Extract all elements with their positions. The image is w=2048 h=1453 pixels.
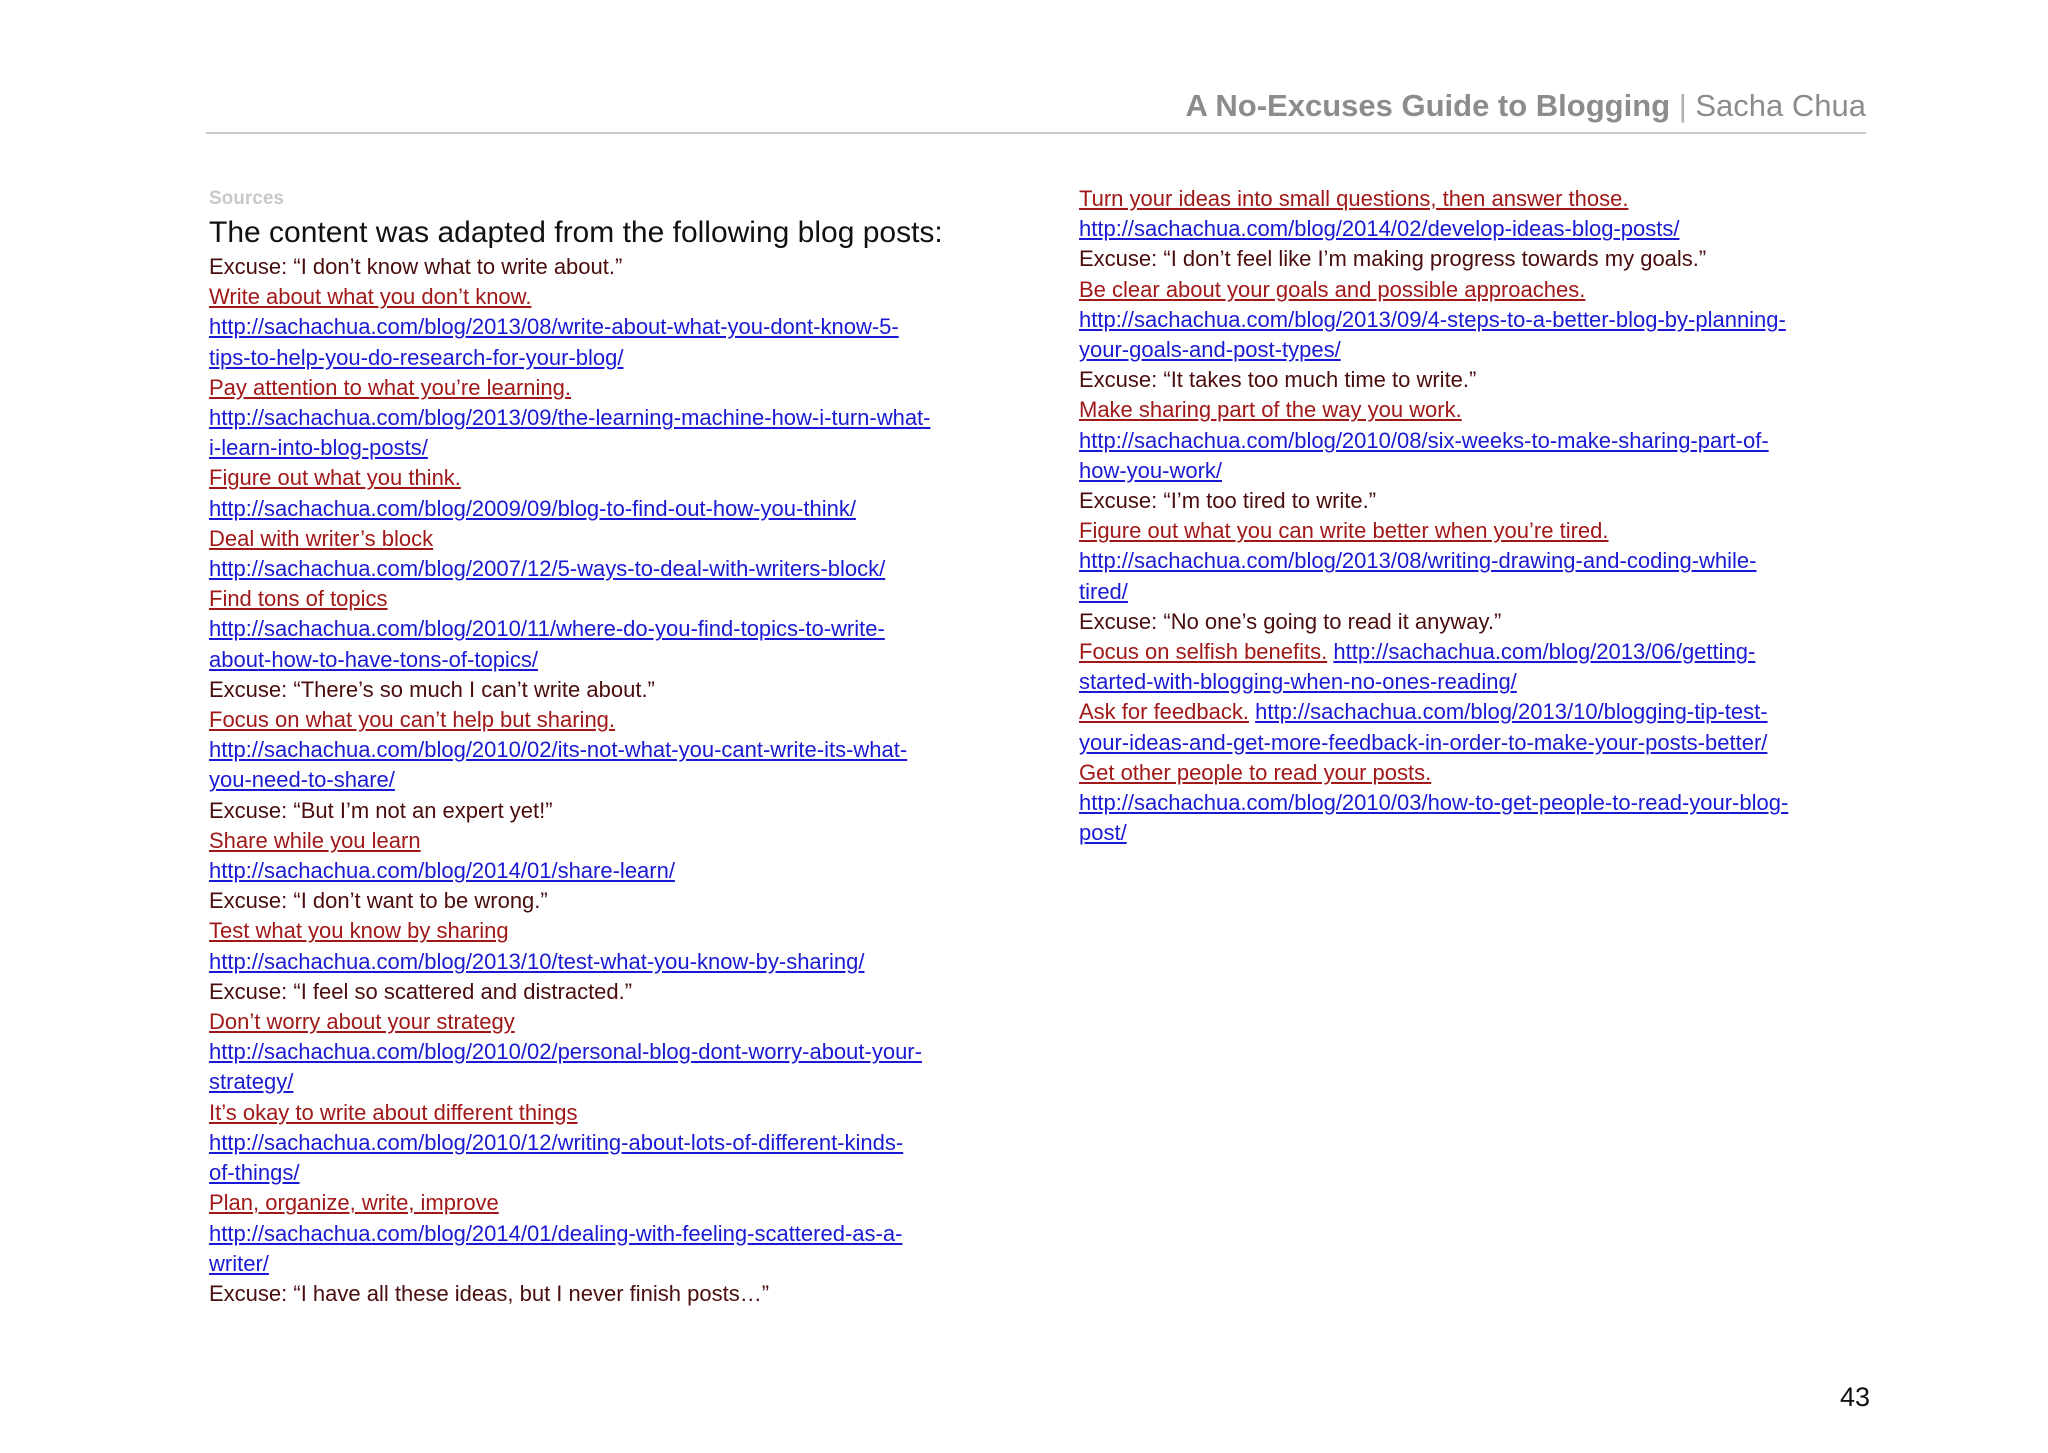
left-source-list xyxy=(209,252,1009,1309)
tip-title-link[interactable]: Plan, organize, write, improve xyxy=(209,1190,499,1216)
source-line xyxy=(209,796,1009,826)
tip-title-link[interactable]: Turn your ideas into small questions, then answer those. xyxy=(1079,186,1629,211)
source-line xyxy=(209,252,1009,282)
source-line xyxy=(1079,214,1879,244)
source-line xyxy=(209,343,1009,373)
source-line xyxy=(1079,365,1879,395)
tip-title-link[interactable]: Test what you know by sharing xyxy=(209,918,509,944)
source-line xyxy=(209,524,1009,554)
excuse-text: Excuse: “There’s so much I can’t write about.” xyxy=(209,676,655,702)
source-line xyxy=(209,1128,1009,1158)
source-line xyxy=(209,1188,1009,1218)
source-line xyxy=(1079,697,1879,727)
source-url-link[interactable]: http://sachachua.com/blog/2013/08/write-about-what-you-dont-know-5- xyxy=(209,314,899,340)
source-line xyxy=(209,463,1009,493)
source-line xyxy=(209,494,1009,524)
tip-title-link[interactable]: Get other people to read your posts. xyxy=(1079,759,1432,785)
source-url-link[interactable]: http://sachachua.com/blog/2010/02/personal-blog-dont-worry-about-your- xyxy=(209,1039,922,1065)
tip-title-link[interactable]: It’s okay to write about different things xyxy=(209,1099,578,1125)
source-line xyxy=(1079,607,1879,637)
source-url-link[interactable]: you-need-to-share/ xyxy=(209,767,395,793)
source-line xyxy=(1079,728,1879,758)
source-url-link[interactable]: post/ xyxy=(1079,820,1127,846)
source-url-link[interactable]: tips-to-help-you-do-research-for-your-blog/ xyxy=(209,344,624,370)
source-url-link[interactable]: writer/ xyxy=(209,1250,269,1276)
source-url-link[interactable]: http://sachachua.com/blog/2009/09/blog-to-find-out-how-you-think/ xyxy=(209,495,856,521)
source-url-link[interactable]: http://sachachua.com/blog/2010/02/its-not-what-you-cant-write-its-what- xyxy=(209,737,908,763)
page-number: 43 xyxy=(1839,1382,1870,1412)
excuse-text: Excuse: “I feel so scattered and distracted.” xyxy=(209,978,633,1004)
excuse-text: Excuse: “It takes too much time to write.” xyxy=(1079,367,1477,393)
excuse-text: Excuse: “No one’s going to read it anyway.” xyxy=(1079,608,1502,634)
source-url-link[interactable]: about-how-to-have-tons-of-topics/ xyxy=(209,646,538,672)
source-line xyxy=(1079,244,1879,274)
source-line xyxy=(209,1007,1009,1037)
source-line xyxy=(209,675,1009,705)
source-line xyxy=(209,614,1009,644)
source-line xyxy=(209,1067,1009,1097)
source-line xyxy=(209,403,1009,433)
tip-title-link[interactable]: Write about what you don’t know. xyxy=(209,284,532,310)
source-line xyxy=(1079,486,1879,516)
excuse-text: Excuse: “I have all these ideas, but I never finish posts…” xyxy=(209,1280,770,1306)
left-column xyxy=(209,184,1009,1309)
header-separator: | xyxy=(1670,88,1696,123)
source-line xyxy=(1079,788,1879,818)
source-url-link[interactable]: http://sachachua.com/blog/2013/09/4-steps-to-a-better-blog-by-planning- xyxy=(1079,306,1786,332)
source-line xyxy=(209,312,1009,342)
source-line xyxy=(1079,546,1879,576)
source-line xyxy=(209,826,1009,856)
source-line xyxy=(1079,426,1879,456)
source-line xyxy=(209,977,1009,1007)
source-url-link[interactable]: http://sachachua.com/blog/2014/01/share-learn/ xyxy=(209,858,675,884)
tip-title-link[interactable]: Deal with writer’s block xyxy=(209,525,434,551)
source-url-link[interactable]: http://sachachua.com/blog/2010/11/where-do-you-find-topics-to-write- xyxy=(209,616,885,642)
source-line xyxy=(1079,335,1879,365)
excuse-text: Excuse: “I don’t know what to write about.” xyxy=(209,254,623,279)
tip-title-link[interactable]: Ask for feedback. xyxy=(1079,699,1249,725)
source-url-link[interactable]: http://sachachua.com/blog/2007/12/5-ways-to-deal-with-writers-block/ xyxy=(209,556,886,582)
source-line xyxy=(1079,818,1879,848)
source-line xyxy=(209,282,1009,312)
source-url-link[interactable]: your-ideas-and-get-more-feedback-in-order-to-make-your-posts-better/ xyxy=(1079,729,1768,755)
running-header xyxy=(206,84,1866,134)
source-line xyxy=(209,1158,1009,1188)
source-line xyxy=(209,856,1009,886)
source-line xyxy=(209,916,1009,946)
source-url-link[interactable]: http://sachachua.com/blog/2013/08/writing-drawing-and-coding-while- xyxy=(1079,548,1757,574)
source-line xyxy=(209,1279,1009,1309)
excuse-text: Excuse: “I don’t want to be wrong.” xyxy=(209,888,548,914)
source-url-link[interactable]: http://sachachua.com/blog/2013/06/getting- xyxy=(1333,639,1756,665)
book-title: A No-Excuses Guide to Blogging xyxy=(1185,88,1671,123)
sources-heading: Sources xyxy=(209,188,284,209)
source-line xyxy=(209,765,1009,795)
tip-title-link[interactable]: Make sharing part of the way you work. xyxy=(1079,397,1462,423)
source-url-link[interactable]: how-you-work/ xyxy=(1079,457,1223,483)
source-line xyxy=(209,1037,1009,1067)
source-line xyxy=(209,947,1009,977)
tip-title-link[interactable]: Figure out what you can write better when you’re tired. xyxy=(1079,518,1609,544)
excuse-text: Excuse: “But I’m not an expert yet!” xyxy=(209,797,553,823)
source-url-link[interactable]: http://sachachua.com/blog/2010/03/how-to-get-people-to-read-your-blog- xyxy=(1079,790,1789,816)
source-line xyxy=(1079,305,1879,335)
source-line xyxy=(1079,667,1879,697)
source-line xyxy=(209,735,1009,765)
source-line xyxy=(209,373,1009,403)
source-url-link[interactable]: of-things/ xyxy=(209,1160,300,1186)
tip-title-link[interactable]: Focus on what you can’t help but sharing. xyxy=(209,707,616,733)
source-url-link[interactable]: http://sachachua.com/blog/2010/12/writing-about-lots-of-different-kinds- xyxy=(209,1129,904,1155)
tip-title-link[interactable]: Figure out what you think. xyxy=(209,465,461,491)
source-line xyxy=(1079,637,1879,667)
source-line xyxy=(209,645,1009,675)
source-line xyxy=(1079,516,1879,546)
source-url-link[interactable]: http://sachachua.com/blog/2014/02/develop-ideas-blog-posts/ xyxy=(1079,216,1680,242)
source-line xyxy=(209,1098,1009,1128)
tip-title-link[interactable]: Find tons of topics xyxy=(209,586,388,612)
source-url-link[interactable]: http://sachachua.com/blog/2010/08/six-weeks-to-make-sharing-part-of- xyxy=(1079,427,1769,453)
tip-title-link[interactable]: Focus on selfish benefits. xyxy=(1079,639,1328,665)
source-line xyxy=(1079,275,1879,305)
tip-title-link[interactable]: Share while you learn xyxy=(209,827,421,853)
source-line xyxy=(209,886,1009,916)
source-line xyxy=(209,433,1009,463)
source-line xyxy=(209,554,1009,584)
source-line xyxy=(1079,577,1879,607)
source-line xyxy=(1079,758,1879,788)
source-url-link[interactable]: started-with-blogging-when-no-ones-reading/ xyxy=(1079,669,1517,695)
source-url-link[interactable]: http://sachachua.com/blog/2014/01/dealing-with-feeling-scattered-as-a- xyxy=(209,1220,903,1246)
source-url-link[interactable]: i-learn-into-blog-posts/ xyxy=(209,435,428,461)
excuse-text: Excuse: “I’m too tired to write.” xyxy=(1079,488,1377,514)
source-url-link[interactable]: strategy/ xyxy=(209,1069,294,1095)
source-line xyxy=(209,1249,1009,1279)
excuse-text: Excuse: “I don’t feel like I’m making progress towards my goals.” xyxy=(1079,246,1707,272)
source-line xyxy=(1079,395,1879,425)
source-line xyxy=(209,1219,1009,1249)
right-column xyxy=(1079,184,1879,848)
intro-sentence: The content was adapted from the following blog posts: xyxy=(209,216,943,249)
tip-title-link[interactable]: Pay attention to what you’re learning. xyxy=(209,374,572,400)
source-line xyxy=(1079,184,1879,214)
source-line xyxy=(1079,456,1879,486)
source-url-link[interactable]: http://sachachua.com/blog/2013/10/blogging-tip-test- xyxy=(1255,699,1768,725)
right-source-list xyxy=(1079,184,1879,848)
source-line xyxy=(209,584,1009,614)
source-url-link[interactable]: http://sachachua.com/blog/2013/09/the-learning-machine-how-i-turn-what- xyxy=(209,405,931,431)
source-url-link[interactable]: tired/ xyxy=(1079,578,1128,604)
source-url-link[interactable]: your-goals-and-post-types/ xyxy=(1079,337,1341,363)
tip-title-link[interactable]: Be clear about your goals and possible approaches. xyxy=(1079,276,1586,302)
author-name: Sacha Chua xyxy=(1695,88,1866,123)
tip-title-link[interactable]: Don’t worry about your strategy xyxy=(209,1009,515,1035)
source-line xyxy=(209,705,1009,735)
source-url-link[interactable]: http://sachachua.com/blog/2013/10/test-what-you-know-by-sharing/ xyxy=(209,948,865,974)
